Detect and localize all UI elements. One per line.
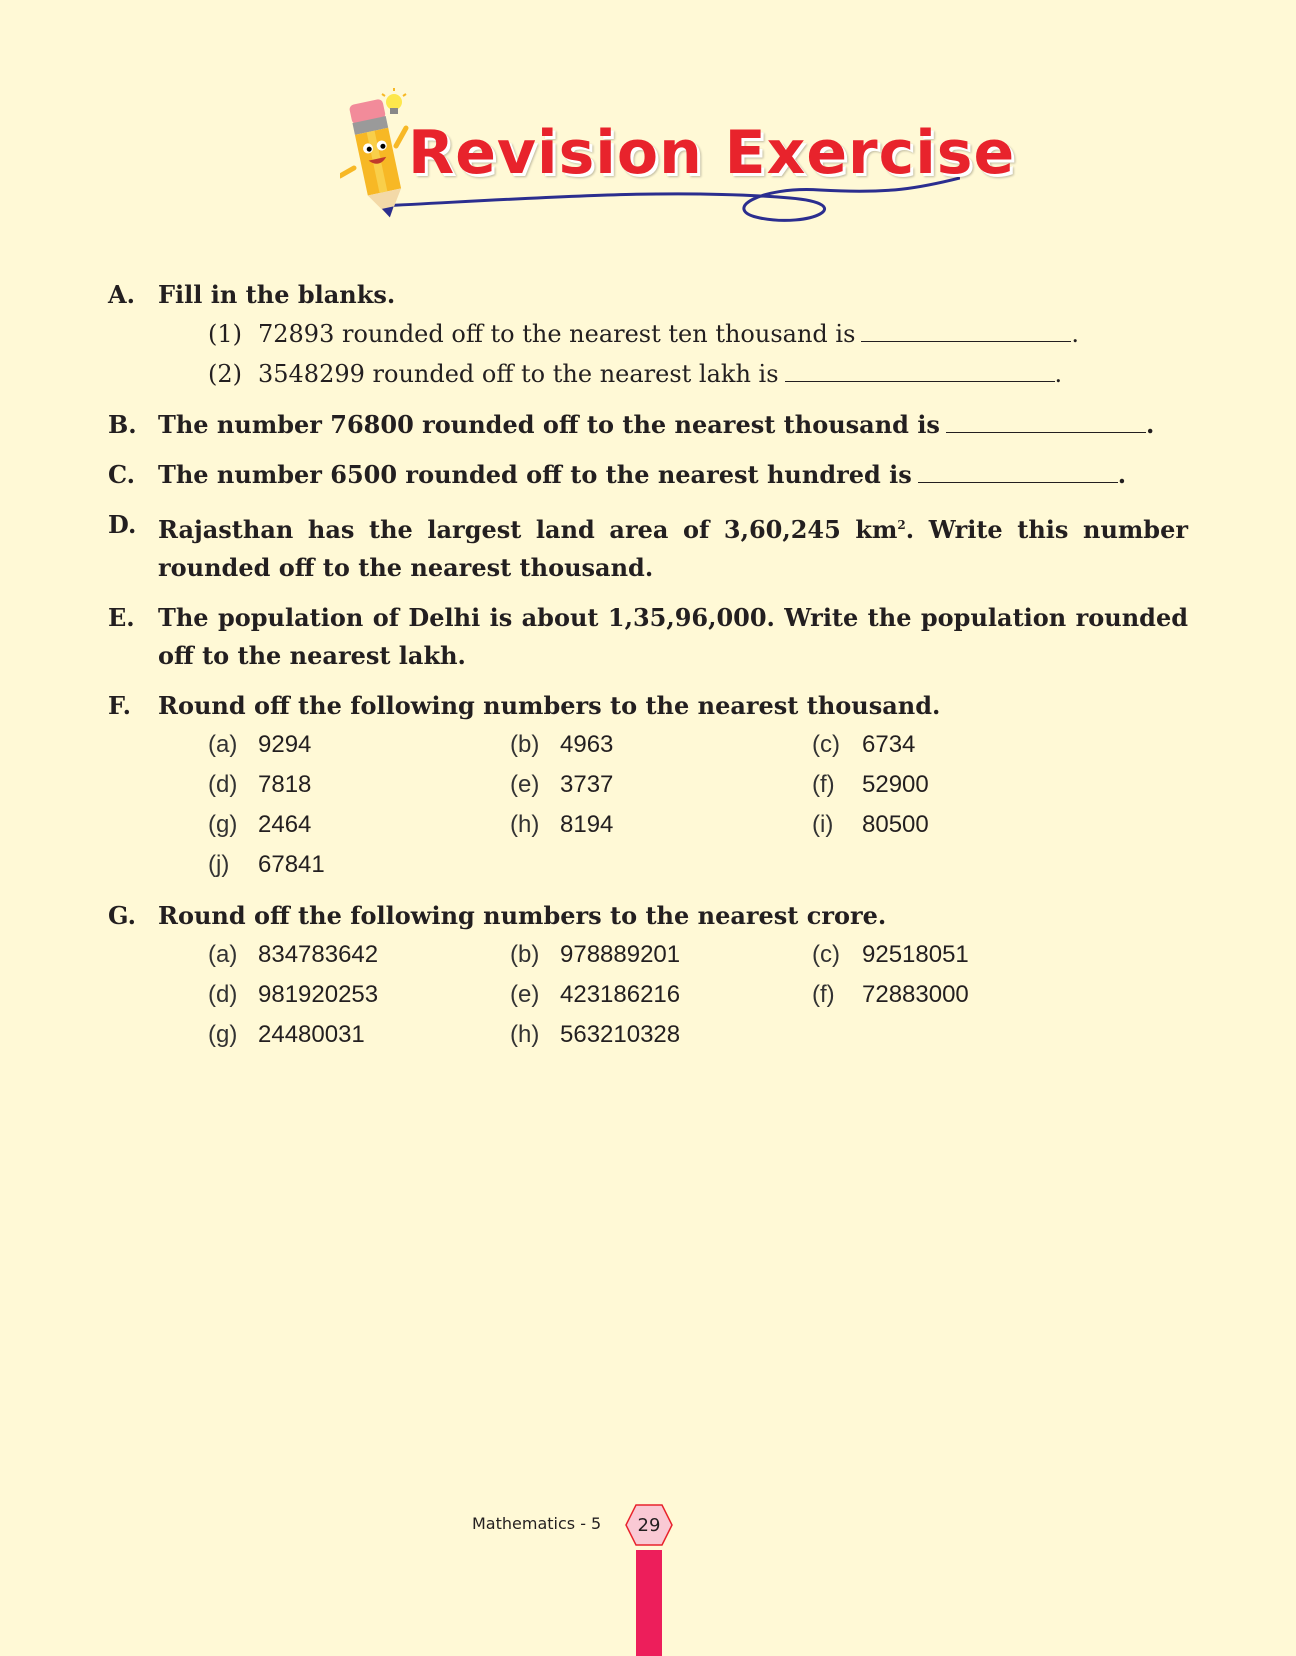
item-label: (j) <box>208 851 230 878</box>
question-c <box>108 456 1188 494</box>
number-grid-g <box>208 935 1188 1055</box>
question-letter: C. <box>108 460 136 489</box>
item-end: . <box>1145 410 1155 439</box>
question-a <box>108 276 1188 314</box>
superscript: 2 <box>897 518 906 532</box>
item-value: 52900 <box>862 771 929 798</box>
item-label: (d) <box>208 981 238 1008</box>
list-item <box>510 935 812 975</box>
item-value: 80500 <box>862 811 929 838</box>
question-f <box>108 687 1188 725</box>
question-letter: B. <box>108 410 137 439</box>
item-label: (b) <box>510 731 540 758</box>
exercise-content <box>108 276 1188 1055</box>
item-label: (e) <box>510 981 540 1008</box>
footer-subject: Mathematics - 5 <box>472 1514 602 1533</box>
question-letter: F. <box>108 691 131 720</box>
list-item <box>208 845 510 885</box>
page-title: Revision Exercise <box>408 118 1016 188</box>
item-value: 92518051 <box>862 941 969 968</box>
item-text: 72893 rounded off to the nearest ten thousand is <box>258 320 856 348</box>
list-item <box>208 354 1188 394</box>
question-letter: G. <box>108 901 136 930</box>
question-text-cont: . Write this number rounded off to the nearest thousand. <box>158 515 1188 582</box>
list-item <box>208 765 510 805</box>
answer-blank[interactable] <box>946 406 1146 433</box>
question-text: The number 6500 rounded off to the nearest hundred is <box>158 460 912 489</box>
item-end: . <box>1054 360 1063 388</box>
question-g <box>108 897 1188 935</box>
list-item <box>510 1015 812 1055</box>
list-item <box>812 805 1114 845</box>
item-end: . <box>1117 460 1127 489</box>
item-value: 9294 <box>258 731 312 758</box>
list-item <box>510 975 812 1015</box>
list-item <box>812 935 1114 975</box>
item-value: 423186216 <box>560 981 681 1008</box>
item-value: 3737 <box>560 771 614 798</box>
list-item <box>812 975 1114 1015</box>
item-text: 3548299 rounded off to the nearest lakh is <box>258 360 779 388</box>
item-value: 24480031 <box>258 1021 365 1048</box>
light-bulb-icon <box>382 88 406 114</box>
question-text: Fill in the blanks. <box>158 280 396 309</box>
list-item <box>208 975 510 1015</box>
item-label: (i) <box>812 811 834 838</box>
item-label: (g) <box>208 811 238 838</box>
question-text: Rajasthan has the largest land area of 3,60,245 km <box>158 515 898 544</box>
answer-blank[interactable] <box>861 315 1071 342</box>
page-header <box>340 88 1016 228</box>
question-text: The number 76800 rounded off to the nearest thousand is <box>158 410 940 439</box>
list-item <box>208 1015 510 1055</box>
item-label: (a) <box>208 731 238 758</box>
item-value: 6734 <box>862 731 916 758</box>
accent-bar <box>636 1550 662 1656</box>
item-label: (c) <box>812 941 840 968</box>
list-item <box>208 805 510 845</box>
list-item <box>208 314 1188 354</box>
item-value: 978889201 <box>560 941 681 968</box>
item-label: (h) <box>510 811 540 838</box>
list-item <box>510 805 812 845</box>
item-end: . <box>1071 320 1080 348</box>
item-label: (2) <box>208 360 242 388</box>
list-item <box>812 765 1114 805</box>
item-label: (g) <box>208 1021 238 1048</box>
question-letter: E. <box>108 603 135 632</box>
answer-blank[interactable] <box>785 355 1055 382</box>
item-value: 72883000 <box>862 981 969 1008</box>
question-text: The population of Delhi is about 1,35,96,000. Write the population rounded off to the nearest lakh. <box>158 603 1188 670</box>
item-label: (b) <box>510 941 540 968</box>
question-text: Round off the following numbers to the nearest thousand. <box>158 691 941 720</box>
list-item <box>208 935 510 975</box>
item-value: 981920253 <box>258 981 379 1008</box>
answer-blank[interactable] <box>918 456 1118 483</box>
item-label: (a) <box>208 941 238 968</box>
item-value: 4963 <box>560 731 614 758</box>
question-b <box>108 406 1188 444</box>
item-label: (1) <box>208 320 242 348</box>
list-item <box>510 725 812 765</box>
question-letter: A. <box>108 280 135 309</box>
item-value: 67841 <box>258 851 325 878</box>
item-label: (e) <box>510 771 540 798</box>
item-value: 2464 <box>258 811 312 838</box>
question-e <box>108 599 1188 675</box>
item-label: (d) <box>208 771 238 798</box>
item-value: 7818 <box>258 771 312 798</box>
list-item <box>812 725 1114 765</box>
item-label: (f) <box>812 771 835 798</box>
item-value: 834783642 <box>258 941 379 968</box>
item-label: (c) <box>812 731 840 758</box>
list-item <box>208 725 510 765</box>
item-label: (f) <box>812 981 835 1008</box>
list-item <box>510 765 812 805</box>
item-value: 563210328 <box>560 1021 681 1048</box>
question-d <box>108 506 1188 587</box>
page-number: 29 <box>637 1514 661 1536</box>
item-value: 8194 <box>560 811 614 838</box>
question-text: Round off the following numbers to the nearest crore. <box>158 901 887 930</box>
question-letter: D. <box>108 510 137 539</box>
number-grid-f <box>208 725 1188 885</box>
item-label: (h) <box>510 1021 540 1048</box>
